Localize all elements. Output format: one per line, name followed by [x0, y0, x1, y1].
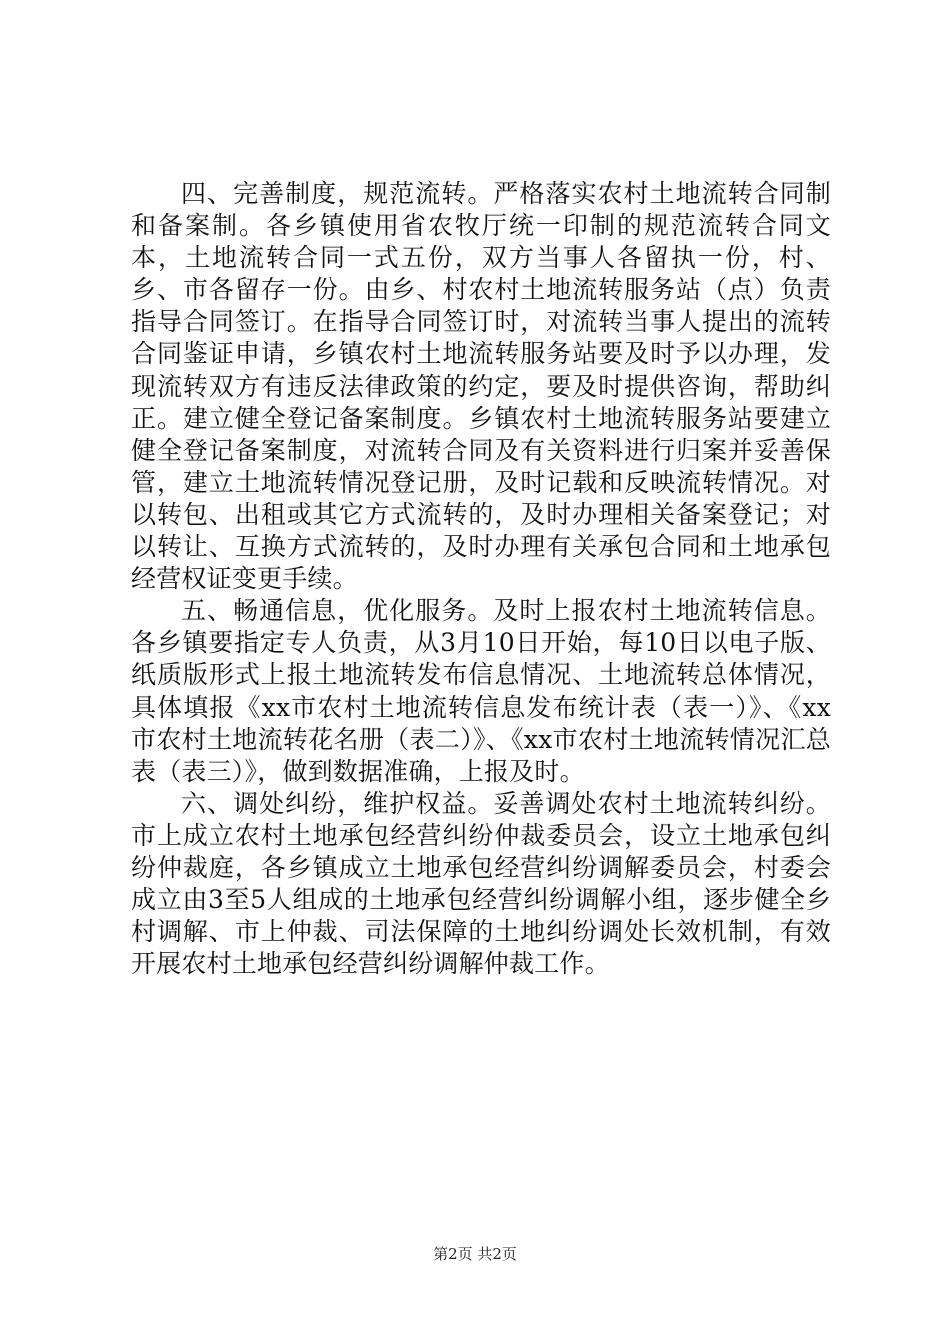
document-body — [131, 178, 831, 980]
paragraph-six: 六、调处纠纷，维护权益。妥善调处农村土地流转纠纷。市上成立农村土地承包经营纠纷仲裁委员会，设立土地承包纠纷仲裁庭，各乡镇成立土地承包经营纠纷调解委员会，村委会成立由3至5人组成的土地承包经营纠纷调解小组，逐步健全乡村调解、市上仲裁、司法保障的土地纠纷调处长效机制，有效开展农村土地承包经营纠纷调解仲裁工作。 — [131, 788, 831, 979]
paragraph-five: 五、畅通信息，优化服务。及时上报农村土地流转信息。各乡镇要指定专人负责，从3月10日开始，每10日以电子版、纸质版形式上报土地流转发布信息情况、土地流转总体情况，具体填报《xx市农村土地流转信息发布统计表（表一）》、《xx市农村土地流转花名册（表二）》、《xx市农村土地流转情况汇总表（表三）》，做到数据准确，上报及时。 — [131, 596, 831, 786]
paragraph-four: 四、完善制度，规范流转。严格落实农村土地流转合同制和备案制。各乡镇使用省农牧厅统一印制的规范流转合同文本，土地流转合同一式五份，双方当事人各留执一份，村、乡、市各留存一份。由乡、村农村土地流转服务站（点）负责指导合同签订。在指导合同签订时，对流转当事人提出的流转合同鉴证申请，乡镇农村土地流转服务站要及时予以办理，发现流转双方有违反法律政策的约定，要及时提供咨询，帮助纠正。建立健全登记备案制度。乡镇农村土地流转服务站要建立健全登记备案制度，对流转合同及有关资料进行归案并妥善保管，建立土地流转情况登记册，及时记载和反映流转情况。对以转包、出租或其它方式流转的，及时办理相关备案登记；对以转让、互换方式流转的，及时办理有关承包合同和土地承包经营权证变更手续。 — [131, 179, 831, 594]
page-number-footer: 第2页 共2页 — [433, 1245, 517, 1263]
